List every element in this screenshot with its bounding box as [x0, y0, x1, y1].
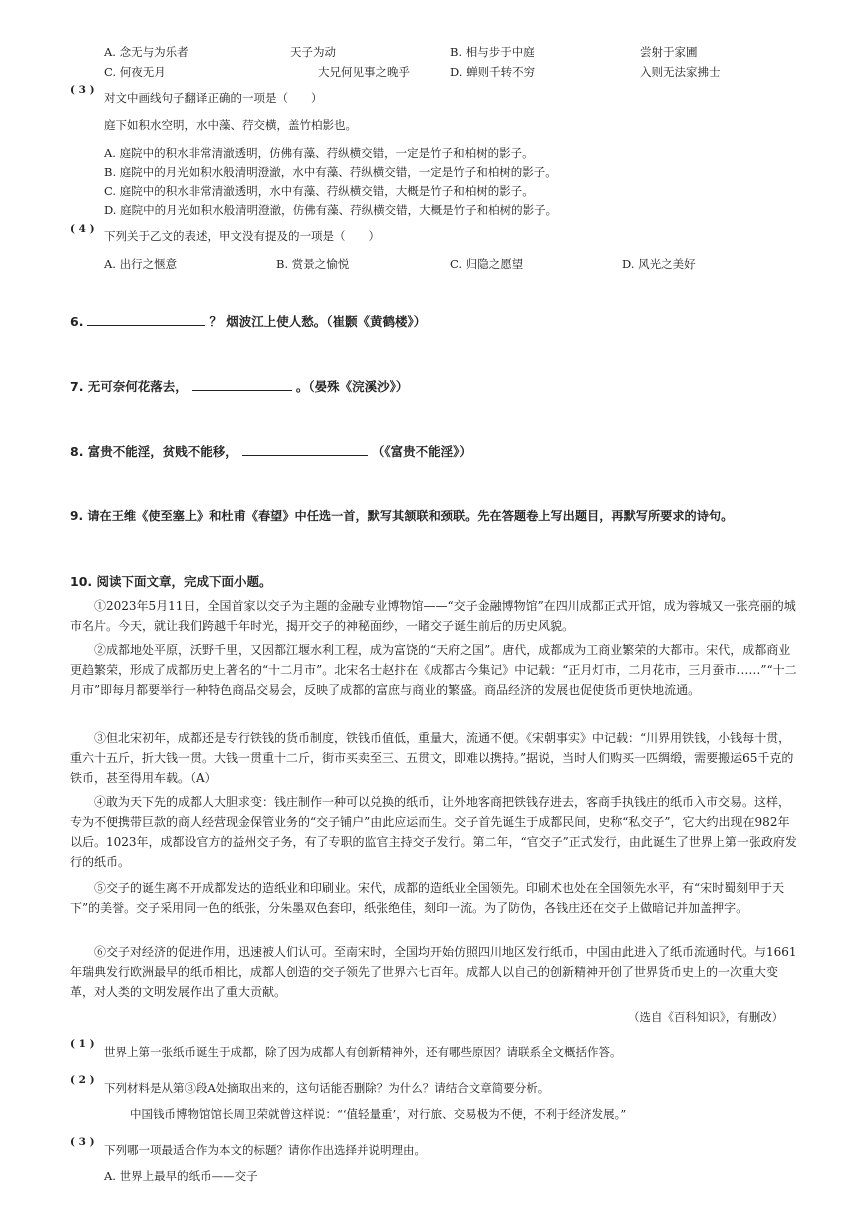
q7-tail: 。（晏殊《浣溪沙》）: [295, 379, 409, 394]
q8-tail: （《富贵不能淫》）: [371, 444, 472, 459]
q7-head: 7. 无可奈何花落去，: [70, 379, 188, 394]
q6-line: [70, 312, 426, 330]
q3-quote: 庭下如积水空明，水中藻、荇交横，盖竹柏影也。: [104, 118, 357, 132]
q10-sub3-text: 下列哪一项最适合作为本文的标题？请你作出选择并说明理由。: [104, 1143, 426, 1157]
q10-title: 10. 阅读下面文章，完成下面小题。: [70, 574, 272, 589]
q3-option-d: D. 庭院中的月光如积水般清明澄澈，仿佛有藻、荇纵横交错，大概是竹子和柏树的影子。: [104, 203, 558, 217]
q10-sub1-text: 世界上第一张纸币诞生于成都，除了因为成都人有创新精神外，还有哪些原因？请联系全文概括作答。: [104, 1045, 622, 1059]
q2-option-a-left: A. 念无与为乐者: [104, 45, 189, 59]
q2-option-a-right: 天子为动: [290, 45, 336, 59]
q2-option-c-left: C. 何夜无月: [104, 65, 166, 79]
q10-sub1-number: ( 1 ): [70, 1038, 95, 1050]
q7-answer-blank[interactable]: [192, 378, 292, 391]
q10-sub3-option-a: A. 世界上最早的纸币——交子: [104, 1169, 258, 1183]
q10-paragraph-5: ⑤交子的诞生离不开成都发达的造纸业和印刷业。宋代，成都的造纸业全国领先。印刷术也处在全国领先水平，有“宋时蜀刻甲于天下”的美誉。交子采用同一色的纸张，分朱墨双色套印，纸张绝佳，刻印一流。为了防伪，各钱庄还在交子上做暗记并加盖押字。: [70, 881, 785, 915]
q2-option-b-right: 尝射于家圃: [640, 45, 698, 59]
q4-stem: 下列关于乙文的表述，甲文没有提及的一项是（ ）: [104, 229, 380, 243]
q10-paragraph-3: ③但北宋初年，成都还是专行铁钱的货币制度，铁钱币值低，重量大，流通不便。《宋朝事实》中记载：“川界用铁钱，小钱每十贯，重六十五斤，折大钱一贯。大钱一贯重十二斤，街市买卖至三、五贯文，即难以携持。”据说，当时人们购买一匹绸缎，需要搬运65千克的铁币，甚至得用车载。（A）: [70, 731, 794, 785]
q10-sub3-number: ( 3 ): [70, 1136, 95, 1148]
q6-number: 6.: [70, 314, 84, 329]
q10-sub2-quote: 中国钱币博物馆馆长周卫荣就曾这样说：“‘值轻量重’，对行旅、交易极为不便，不利于经济发展。”: [130, 1107, 627, 1121]
q3-option-a: A. 庭院中的积水非常清澈透明，仿佛有藻、荇纵横交错，一定是竹子和柏树的影子。: [104, 146, 534, 160]
q10-paragraph-2: ②成都地处平原，沃野千里，又因都江堰水利工程，成为富饶的“天府之国”。唐代，成都成为工商业繁荣的大都市。宋代，成都商业更趋繁荣，形成了成都历史上著名的“十二月市”。北宋名士赵抃在《成都古今集记》中记载：“正月灯市，二月花市，三月蚕市……”“十二月市”即每月都要举行一种特色商品交易会，反映了成都的富庶与商业的繁盛。商品经济的发展也促使货币更快地流通。: [70, 643, 797, 697]
q8-line: [70, 442, 472, 460]
q2-option-c-right: 大兄何见事之晚乎: [318, 65, 410, 79]
q4-option-b: B. 赏景之愉悦: [276, 257, 350, 271]
q9-text: 9. 请在王维《使至塞上》和杜甫《春望》中任选一首，默写其颔联和颈联。先在答题卷上写出题目，再默写所要求的诗句。: [70, 509, 734, 523]
q4-option-c: C. 归隐之愿望: [450, 257, 524, 271]
q2-option-d-right: 入则无法家拂士: [640, 65, 721, 79]
q7-line: [70, 377, 408, 395]
q8-answer-blank[interactable]: [242, 443, 368, 456]
q4-option-a: A. 出行之惬意: [104, 257, 178, 271]
q4-option-d: D. 风光之美好: [622, 257, 696, 271]
q10-paragraph-1: ①2023年5月11日，全国首家以交子为主题的金融专业博物馆——“交子金融博物馆”在四川成都正式开馆，成为蓉城又一张亮丽的城市名片。今天，就让我们跨越千年时光，揭开交子的神秘面纱，一睹交子诞生前后的历史风貌。: [70, 599, 796, 633]
q3-option-c: C. 庭院中的积水非常清澈透明，水中有藻、荇纵横交错，大概是竹子和柏树的影子。: [104, 184, 534, 198]
q6-tail: ？ 烟波江上使人愁。（崔颢《黄鹤楼》）: [209, 314, 427, 329]
q3-stem: 对文中画线句子翻译正确的一项是（ ）: [104, 91, 323, 105]
q8-head: 8. 富贵不能淫，贫贱不能移，: [70, 444, 238, 459]
q3-option-b: B. 庭院中的月光如积水般清明澄澈，水中有藻、荇纵横交错，一定是竹子和柏树的影子。: [104, 165, 557, 179]
q10-sub2-number: ( 2 ): [70, 1074, 95, 1086]
q10-source: （选自《百科知识》，有删改）: [628, 1010, 784, 1024]
q10-paragraph-4: ④敢为天下先的成都人大胆求变：钱庄制作一种可以兑换的纸币，让外地客商把铁钱存进去，客商手执钱庄的纸币入市交易。这样，专为不便携带巨款的商人经营现金保管业务的“交子铺户”由此应运而生。交子首先诞生于成都民间，史称“私交子”，它大约出现在982年以后。1023年，成都设官方的益州交子务，有了专职的监官主持交子发行。第二年，“官交子”正式发行，由此诞生了世界上第一张政府发行的纸币。: [70, 795, 797, 869]
q10-sub2-text: 下列材料是从第③段A处摘取出来的，这句话能否删除？为什么？请结合文章简要分析。: [104, 1081, 550, 1095]
q3-number: ( 3 ): [70, 84, 95, 96]
q6-answer-blank[interactable]: [87, 313, 205, 326]
q2-option-b-left: B. 相与步于中庭: [450, 45, 535, 59]
q10-paragraph-6: ⑥交子对经济的促进作用，迅速被人们认可。至南宋时，全国均开始仿照四川地区发行纸币，中国由此进入了纸币流通时代。与1661年瑞典发行欧洲最早的纸币相比，成都人创造的交子领先了世界六七百年。成都人以自己的创新精神开创了世界货币史上的一次重大变革，对人类的文明发展作出了重大贡献。: [70, 945, 797, 999]
q2-option-d-left: D. 蝉则千转不穷: [450, 65, 536, 79]
q4-number: ( 4 ): [70, 223, 95, 235]
